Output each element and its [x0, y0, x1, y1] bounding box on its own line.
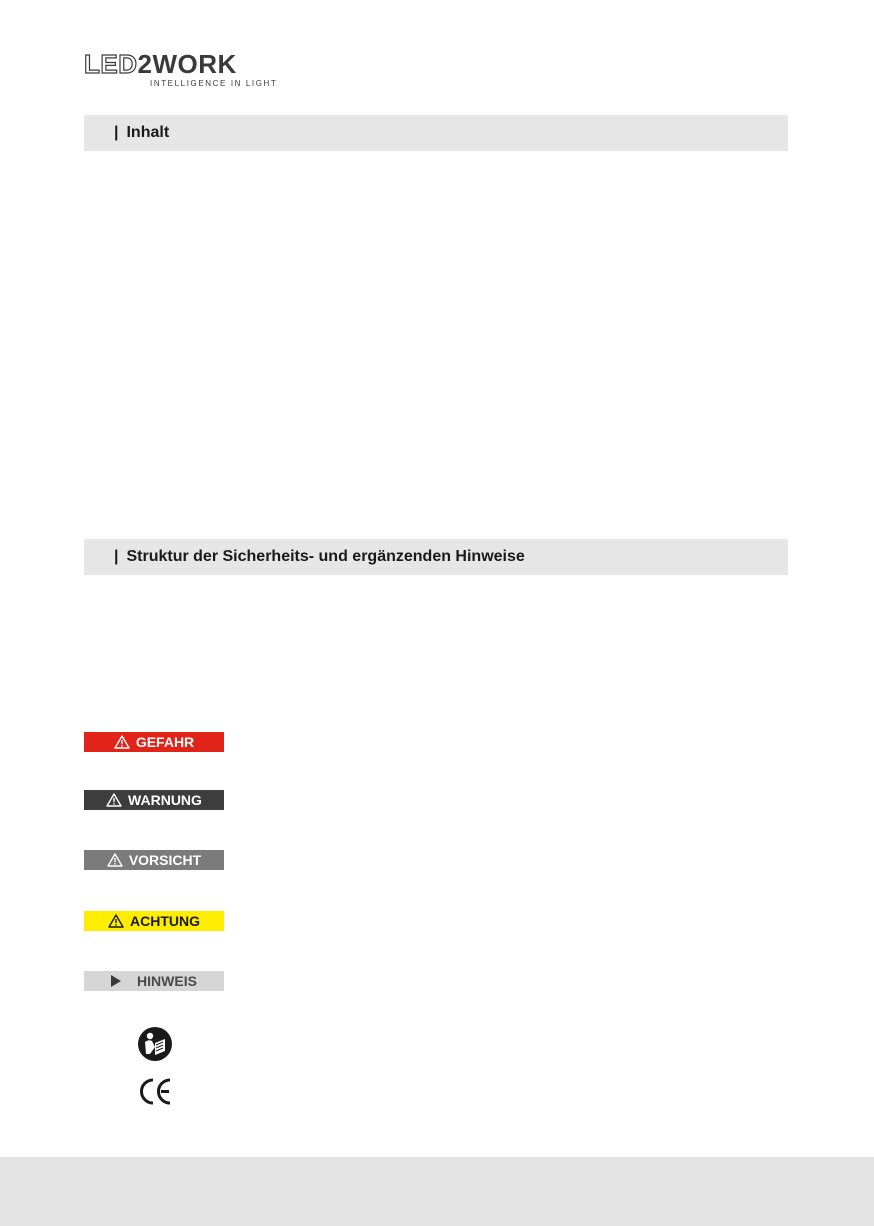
logo-prefix: LED — [84, 49, 138, 79]
ce-mark-icon — [137, 1074, 173, 1110]
read-manual-icon — [137, 1026, 173, 1062]
section-header-contents — [84, 115, 788, 151]
signal-label: HINWEIS — [137, 973, 197, 989]
logo-tagline: INTELLIGENCE IN LIGHT — [150, 79, 278, 88]
section-header-safety-structure — [84, 539, 788, 575]
signal-label: ACHTUNG — [130, 913, 200, 929]
section-title: Inhalt — [126, 124, 170, 141]
play-arrow-icon — [111, 975, 121, 987]
signal-badge-caution — [84, 850, 224, 870]
section-title: Struktur der Sicherheits- und ergänzenden Hinweise — [126, 548, 525, 565]
section-pipe: | — [114, 124, 119, 141]
signal-label: VORSICHT — [128, 852, 202, 868]
signal-label: GEFAHR — [135, 734, 195, 750]
signal-badge-danger — [84, 732, 224, 752]
logo-suffix: 2WORK — [137, 49, 237, 79]
warning-triangle-icon — [114, 735, 130, 749]
logo-wordmark — [84, 50, 237, 78]
warning-triangle-icon — [108, 914, 124, 928]
signal-label: WARNUNG — [128, 792, 202, 808]
section-pipe: | — [114, 548, 119, 565]
brand-logo — [84, 50, 284, 90]
signal-badge-notice — [84, 971, 224, 991]
warning-triangle-icon — [107, 853, 123, 867]
signal-badge-warning — [84, 790, 224, 810]
warning-triangle-icon — [106, 793, 122, 807]
signal-badge-attention — [84, 911, 224, 931]
page-footer — [0, 1157, 874, 1226]
